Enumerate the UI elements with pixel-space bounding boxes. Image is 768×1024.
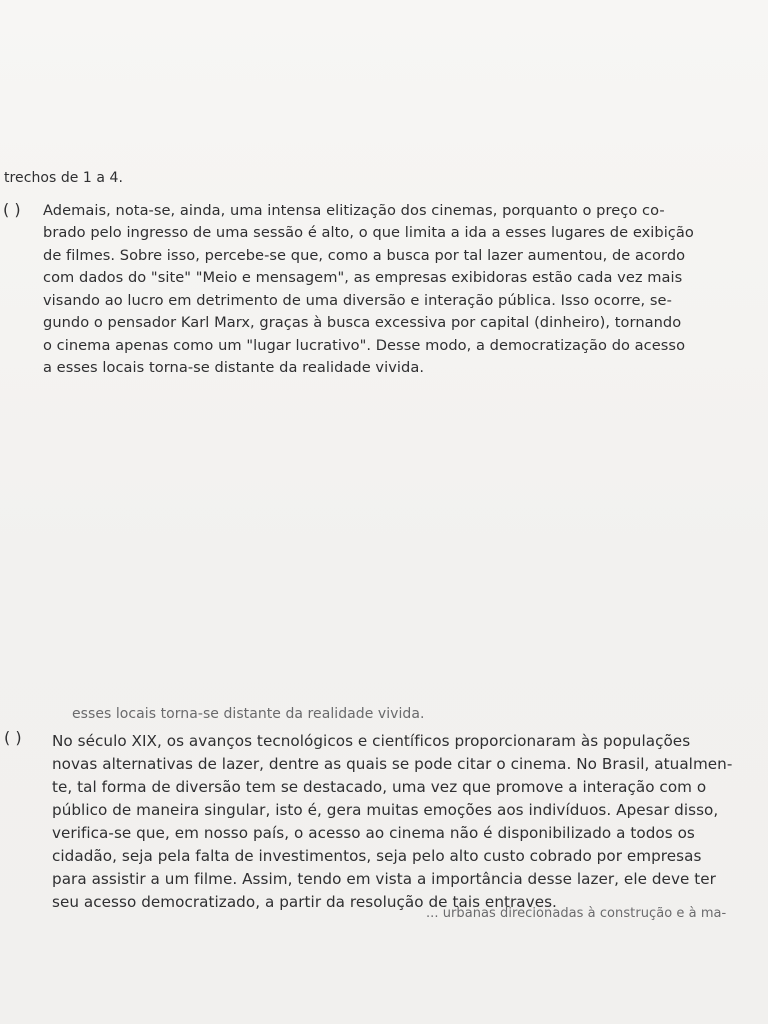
paragraph-2-line: No século XIX, os avanços tecnológicos e científicos proporcionaram às populações	[52, 732, 691, 750]
paragraph-1-line: Ademais, nota-se, ainda, uma intensa elitização dos cinemas, porquanto o preço co-	[43, 202, 665, 219]
answer-blank-2: ( )	[4, 728, 22, 747]
answer-blank-1: ( )	[3, 200, 21, 219]
cut-off-bottom-line: ... urbanas direcionadas à construção e à ma-	[426, 906, 727, 921]
paragraph-1-line: o cinema apenas como um "lugar lucrativo". Desse modo, a democratização do acesso	[43, 337, 686, 354]
paragraph-1-line: com dados do "site" "Meio e mensagem", as empresas exibidoras estão cada vez mais	[43, 269, 683, 286]
paragraph-2-line: verifica-se que, em nosso país, o acesso ao cinema não é disponibilizado a todos os	[52, 824, 695, 842]
paragraph-2-line: te, tal forma de diversão tem se destacado, uma vez que promove a interação com o	[52, 778, 707, 796]
paragraph-2-line: novas alternativas de lazer, dentre as quais se pode citar o cinema. No Brasil, atualmen-	[52, 755, 733, 773]
paragraph-2-line: público de maneira singular, isto é, gera muitas emoções aos indivíduos. Apesar disso,	[52, 801, 719, 819]
paragraph-2-line: seu acesso democratizado, a partir da resolução de tais entraves.	[52, 893, 557, 911]
paragraph-2-line: cidadão, seja pela falta de investimentos, seja pelo alto custo cobrado por empresas	[52, 847, 702, 865]
paragraph-1-line: gundo o pensador Karl Marx, graças à busca excessiva por capital (dinheiro), tornando	[43, 314, 682, 331]
paragraph-1-line: de filmes. Sobre isso, percebe-se que, como a busca por tal lazer aumentou, de acordo	[43, 247, 686, 264]
paragraph-1-line: brado pelo ingresso de uma sessão é alto, o que limita a ida a esses lugares de exibição	[43, 224, 694, 241]
paragraph-1-line: visando ao lucro em detrimento de uma diversão e interação pública. Isso ocorre, se-	[43, 292, 672, 309]
paragraph-1-line: a esses locais torna-se distante da realidade vivida.	[43, 359, 425, 376]
cut-off-top-line: esses locais torna-se distante da realidade vivida.	[72, 706, 425, 722]
instruction-heading: trechos de 1 a 4.	[4, 170, 123, 186]
paragraph-2-line: para assistir a um filme. Assim, tendo em vista a importância desse lazer, ele deve ter	[52, 870, 716, 888]
